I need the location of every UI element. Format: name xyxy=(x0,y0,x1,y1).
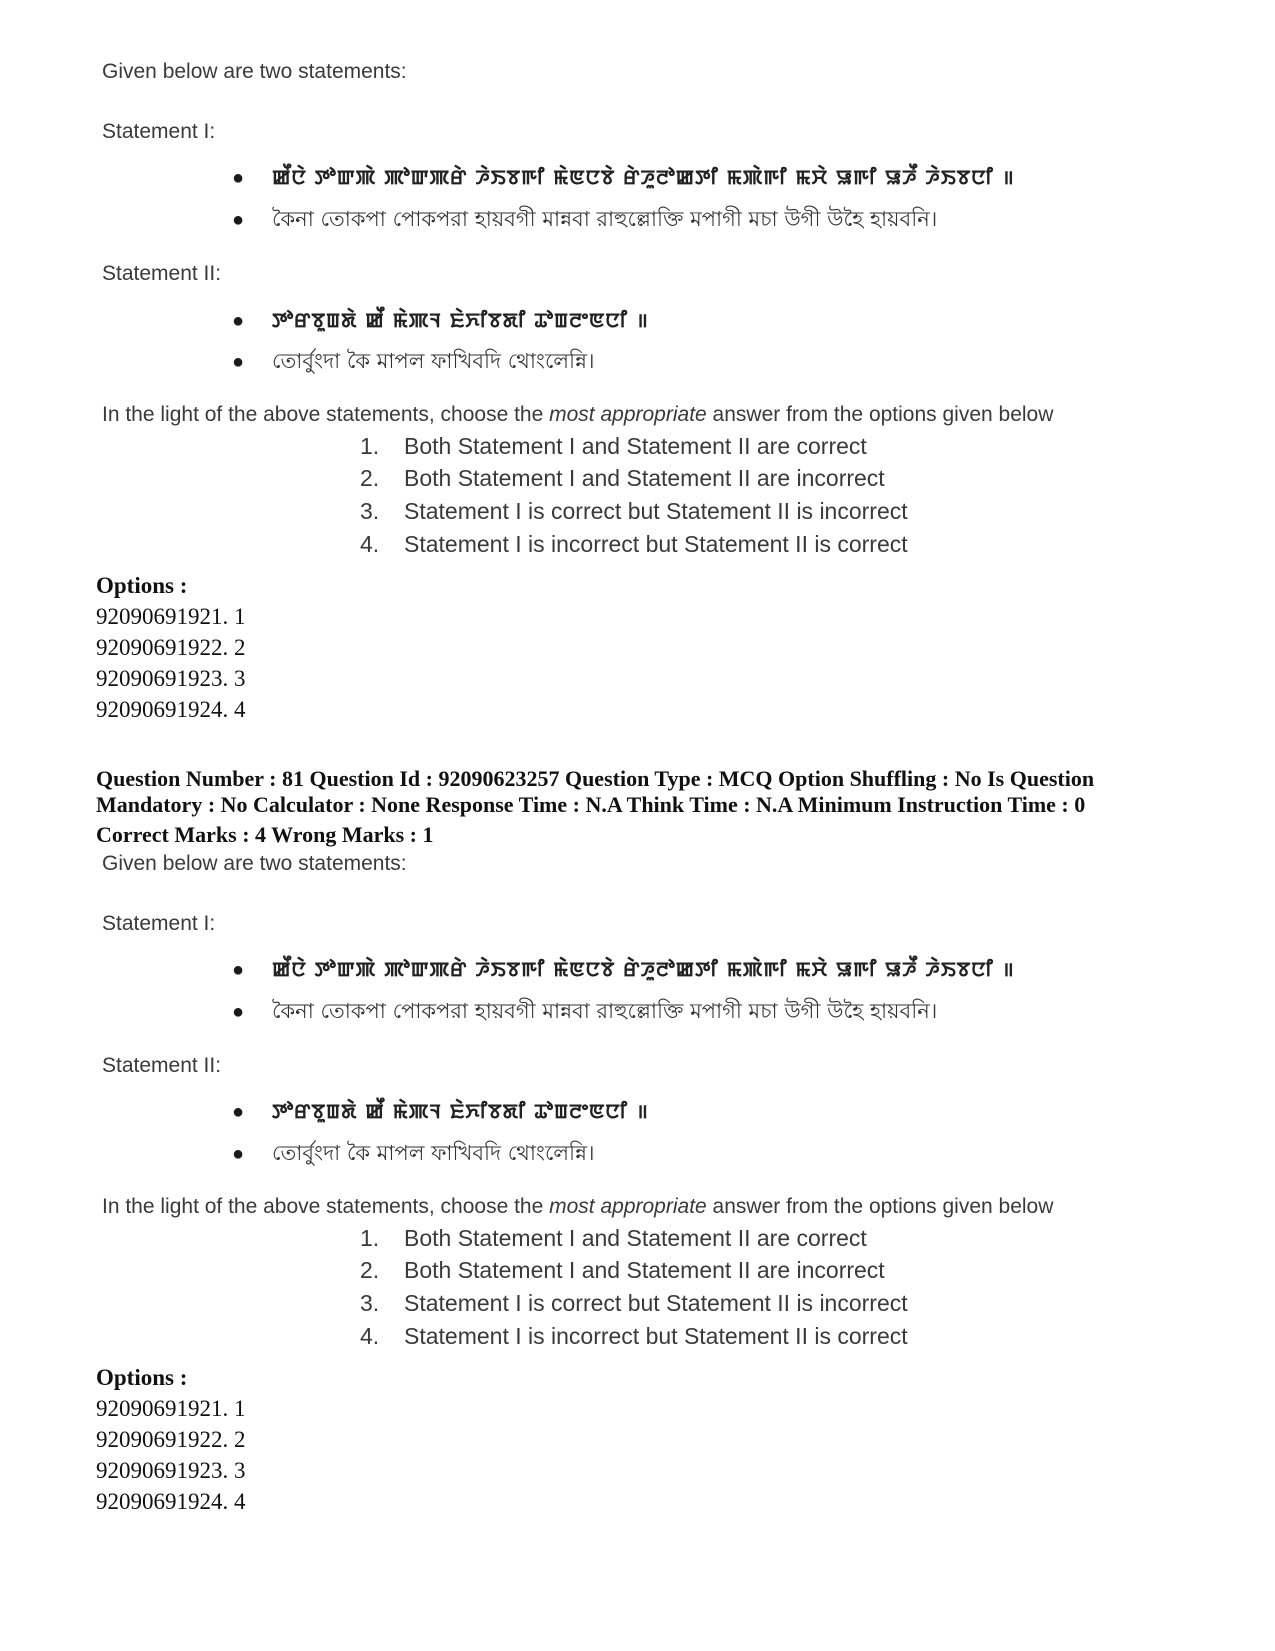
option-line: 92090691921. 1 xyxy=(96,604,246,629)
choice-text: Statement I is incorrect but Statement II is correct xyxy=(404,1323,908,1349)
choice-number: 4. xyxy=(360,531,380,557)
choice-item xyxy=(360,1290,908,1317)
choice-number: 2. xyxy=(360,1257,380,1283)
metadata-line-3: Correct Marks : 4 Wrong Marks : 1 xyxy=(96,822,434,847)
option-line: 92090691922. 2 xyxy=(96,635,246,660)
choice-number: 1. xyxy=(360,433,380,459)
choice-text: Statement I is correct but Statement II is incorrect xyxy=(404,1290,908,1316)
statement-2-bengali-text: তোর্বুংদা কৈ মাপল ফাখিবদি থোংলেন্নি। xyxy=(272,349,595,373)
statement-1-bengali-bullet xyxy=(232,996,937,1027)
statement-1-bengali-text: কৈনা তোকপা পোকপরা হায়বগী মান্নবা রাহুল্লোক্তি মপাগী মচা উগী উহৈ হায়বনি। xyxy=(272,207,938,231)
option-line: 92090691923. 3 xyxy=(96,666,246,691)
statement-1-meitei-text: ꯀꯩꯅꯥ ꯇꯣꯛꯄꯥ ꯄꯣꯛꯄꯔꯥ ꯍꯥꯏꯕꯒꯤ ꯃꯥꯟꯅꯕꯥ ꯔꯥꯍꯨꯂꯣꯀꯇꯤ ꯃꯄꯥꯒꯤ ꯃꯆꯥ ꯎꯒꯤ ꯎꯍꯩ ꯍꯥꯏꯕꯅꯤ ॥ xyxy=(272,165,1015,189)
statement-2-label: Statement II: xyxy=(102,1054,222,1077)
statement-2-bengali-bullet xyxy=(232,346,595,377)
statement-1-label: Statement I: xyxy=(102,120,216,143)
bullet-icon: ● xyxy=(232,351,245,373)
question-intro: Given below are two statements: xyxy=(102,852,407,875)
statement-2-label: Statement II: xyxy=(102,262,222,285)
choice-text: Both Statement I and Statement II are incorrect xyxy=(404,465,885,491)
statement-1-label: Statement I: xyxy=(102,912,216,935)
statement-2-bengali-text: তোর্বুংদা কৈ মাপল ফাখিবদি থোংলেন্নি। xyxy=(272,1141,595,1165)
choice-item xyxy=(360,1257,885,1284)
prompt-emphasis: most appropriate xyxy=(549,1195,707,1218)
statement-2-meitei-bullet xyxy=(232,305,649,336)
choice-item xyxy=(360,1225,867,1252)
choice-item xyxy=(360,465,885,492)
option-line: 92090691924. 4 xyxy=(96,1489,246,1514)
statement-2-meitei-bullet xyxy=(232,1096,649,1127)
option-line: 92090691924. 4 xyxy=(96,697,246,722)
metadata-line-1: Question Number : 81 Question Id : 92090623257 Question Type : MCQ Option Shuffling : No Is Question xyxy=(96,766,1095,791)
statement-1-bengali-bullet xyxy=(232,204,937,235)
choice-number: 1. xyxy=(360,1225,380,1251)
choice-number: 2. xyxy=(360,465,380,491)
bullet-icon: ● xyxy=(232,167,245,189)
bullet-icon: ● xyxy=(232,1101,245,1123)
bullet-icon: ● xyxy=(232,1143,245,1165)
choice-item xyxy=(360,531,908,558)
statement-2-bengali-bullet xyxy=(232,1138,595,1169)
prompt-text-a: In the light of the above statements, choose the xyxy=(102,403,550,426)
prompt-text-b: answer from the options given below xyxy=(706,1195,1054,1218)
statement-1-meitei-bullet xyxy=(232,162,1015,193)
bullet-icon: ● xyxy=(232,310,245,332)
choice-text: Both Statement I and Statement II are correct xyxy=(404,433,867,459)
statement-1-meitei-text: ꯀꯩꯅꯥ ꯇꯣꯛꯄꯥ ꯄꯣꯛꯄꯔꯥ ꯍꯥꯏꯕꯒꯤ ꯃꯥꯟꯅꯕꯥ ꯔꯥꯍꯨꯂꯣꯀꯇꯤ ꯃꯄꯥꯒꯤ ꯃꯆꯥ ꯎꯒꯤ ꯎꯍꯩ ꯍꯥꯏꯕꯅꯤ ॥ xyxy=(272,957,1015,981)
prompt-text-b: answer from the options given below xyxy=(706,403,1054,426)
option-line: 92090691921. 1 xyxy=(96,1396,246,1421)
choice-item xyxy=(360,498,908,525)
choice-text: Both Statement I and Statement II are incorrect xyxy=(404,1257,885,1283)
prompt-text-a: In the light of the above statements, choose the xyxy=(102,1195,550,1218)
choice-item xyxy=(360,1323,908,1350)
choice-text: Statement I is correct but Statement II is incorrect xyxy=(404,498,908,524)
option-line: 92090691922. 2 xyxy=(96,1427,246,1452)
bullet-icon: ● xyxy=(232,209,245,231)
metadata-line-2: Mandatory : No Calculator : None Response Time : N.A Think Time : N.A Minimum Instruction Time : 0 xyxy=(96,792,1086,817)
options-heading: Options : xyxy=(96,573,188,598)
option-line: 92090691923. 3 xyxy=(96,1458,246,1483)
choice-number: 3. xyxy=(360,1290,380,1316)
statement-1-bengali-text: কৈনা তোকপা পোকপরা হায়বগী মান্নবা রাহুল্লোক্তি মপাগী মচা উগী উহৈ হায়বনি। xyxy=(272,999,938,1023)
choice-text: Statement I is incorrect but Statement II is correct xyxy=(404,531,908,557)
question-prompt xyxy=(102,403,1053,427)
choice-number: 3. xyxy=(360,498,380,524)
choice-text: Both Statement I and Statement II are correct xyxy=(404,1225,867,1251)
prompt-emphasis: most appropriate xyxy=(549,403,707,426)
question-intro: Given below are two statements: xyxy=(102,60,407,83)
bullet-icon: ● xyxy=(232,959,245,981)
statement-2-meitei-text: ꯇꯣꯔꯕꯨꯡꯗꯥ ꯀꯩ ꯃꯥꯄꯜ ꯐꯥꯈꯤꯕꯗꯤ ꯊꯣꯡꯂꯦꯟꯅꯤ ॥ xyxy=(272,1099,649,1123)
options-heading: Options : xyxy=(96,1365,188,1390)
bullet-icon: ● xyxy=(232,1001,245,1023)
choice-item xyxy=(360,433,867,460)
question-metadata xyxy=(96,766,1186,848)
question-prompt xyxy=(102,1195,1053,1219)
choice-number: 4. xyxy=(360,1323,380,1349)
statement-2-meitei-text: ꯇꯣꯔꯕꯨꯡꯗꯥ ꯀꯩ ꯃꯥꯄꯜ ꯐꯥꯈꯤꯕꯗꯤ ꯊꯣꯡꯂꯦꯟꯅꯤ ॥ xyxy=(272,308,649,332)
statement-1-meitei-bullet xyxy=(232,954,1015,985)
